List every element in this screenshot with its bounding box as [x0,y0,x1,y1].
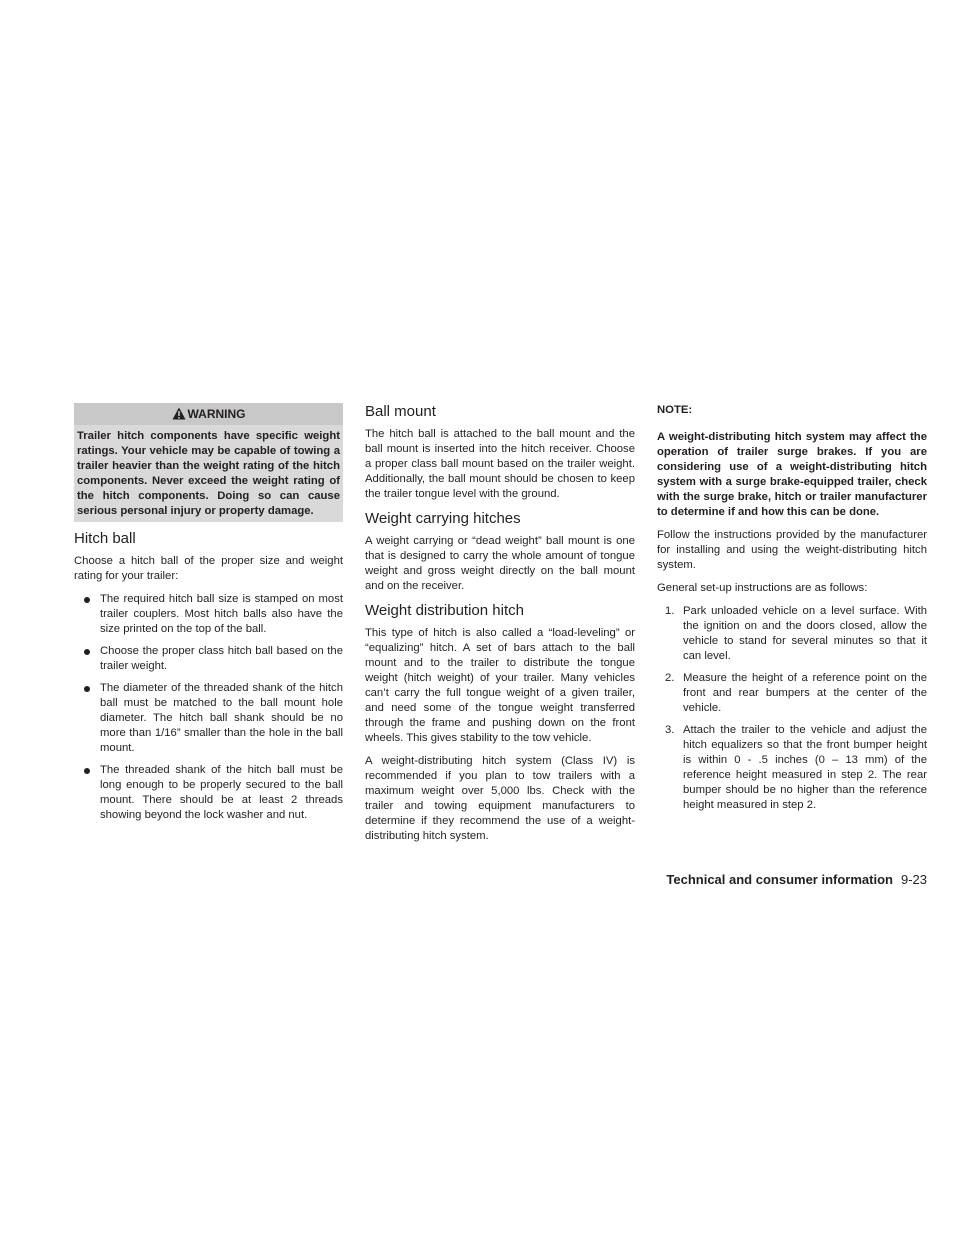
warning-triangle-icon [172,407,186,420]
warning-text: Trailer hitch components have specific weight ratings. Your vehicle may be capable of towing a trailer heavier than the weight rating of the hitch components. Never exceed the weight rating of the hitch components. Doing so can cause serious personal injury or property damage. [77,430,340,517]
weight-carrying-text: A weight carrying or “dead weight” ball mount is one that is designed to carry the whole amount of tongue weight and gross weight directly on the ball mount and on the receiver. [365,535,635,592]
list-item: The threaded shank of the hitch ball must be long enough to be properly secured to the ball mount. There should be at least 2 threads showing beyond the lock washer and nut. [74,763,343,823]
column-3 [657,403,927,820]
warning-header [74,403,343,425]
bullet-icon [84,768,90,774]
column-2 [365,403,635,852]
list-item: 1. Park unloaded vehicle on a level surface. With the ignition on and the doors closed, allow the vehicle to stand for several minutes so that it can level. [665,605,927,662]
section-title: Technical and consumer information [666,872,893,887]
setup-steps [657,604,927,813]
hitch-ball-list [74,592,343,823]
ball-mount-text: The hitch ball is attached to the ball mount and the ball mount is inserted into the hitch receiver. Choose a proper class ball mount based on the trailer weight. Additionally, the ball mount should be chosen to keep the trailer tongue level with the ground. [365,428,635,500]
list-item: The diameter of the threaded shank of the hitch ball must be matched to the ball mount hole diameter. The hitch ball shank should be no more than 1/16” smaller than the hole in the ball mount. [74,681,343,756]
warning-title: WARNING [187,407,246,421]
weight-distribution-text-2: A weight-distributing hitch system (Class IV) is recommended if you plan to tow trailers with a maximum weight over 5,000 lbs. Check with the trailer and towing equipment manufacturers to determine if they recommend the use of a weight-distributing hitch system. [365,755,635,842]
warning-box [74,403,343,522]
weight-distribution-text-1: This type of hitch is also called a “load-leveling” or “equalizing” hitch. A set of bars attach to the ball mount and to the trailer to distribute the tongue weight (hitch weight) of your trailer. Many vehicles can’t carry the full tongue weight of a given trailer, and need some of the tongue weight transferred through the frame and pushing down on the front wheels. This gives stability to the tow vehicle. [365,627,635,744]
list-item: The required hitch ball size is stamped on most trailer couplers. Most hitch balls also have the size printed on the top of the ball. [74,592,343,637]
hitch-ball-intro: Choose a hitch ball of the proper size and weight rating for your trailer: [74,555,343,582]
list-item: 2. Measure the height of a reference point on the front and rear bumpers at the center of the vehicle. [665,672,927,714]
note-bold-text: A weight-distributing hitch system may affect the operation of trailer surge brakes. If you are considering use of a weight-distributing hitch system with a surge brake-equipped trailer, check with the surge brake, hitch or trailer manufacturer to determine if and how this can be done. [657,431,927,518]
weight-distribution-heading: Weight distribution hitch [365,602,524,619]
weight-carrying-heading: Weight carrying hitches [365,510,521,527]
column-1 [74,403,343,830]
page-footer [666,872,927,888]
ball-mount-heading: Ball mount [365,403,436,420]
page-number: 9-23 [900,872,927,887]
note-general-text: General set-up instructions are as follows: [657,582,868,594]
note-follow-text: Follow the instructions provided by the manufacturer for installing and using the weight-distributing hitch system. [657,529,927,571]
note-label: NOTE: [657,404,693,416]
bullet-icon [84,649,90,655]
hitch-ball-heading: Hitch ball [74,530,136,547]
list-item: 3. Attach the trailer to the vehicle and adjust the hitch equalizers so that the front bumper height is within 0 - .5 inches (0 – 13 mm) of the reference height measured in step 2. The rear bumper should be no higher than the reference height measured in step 2. [665,724,927,811]
bullet-icon [84,686,90,692]
list-item: Choose the proper class hitch ball based on the trailer weight. [74,644,343,674]
bullet-icon [84,597,90,603]
